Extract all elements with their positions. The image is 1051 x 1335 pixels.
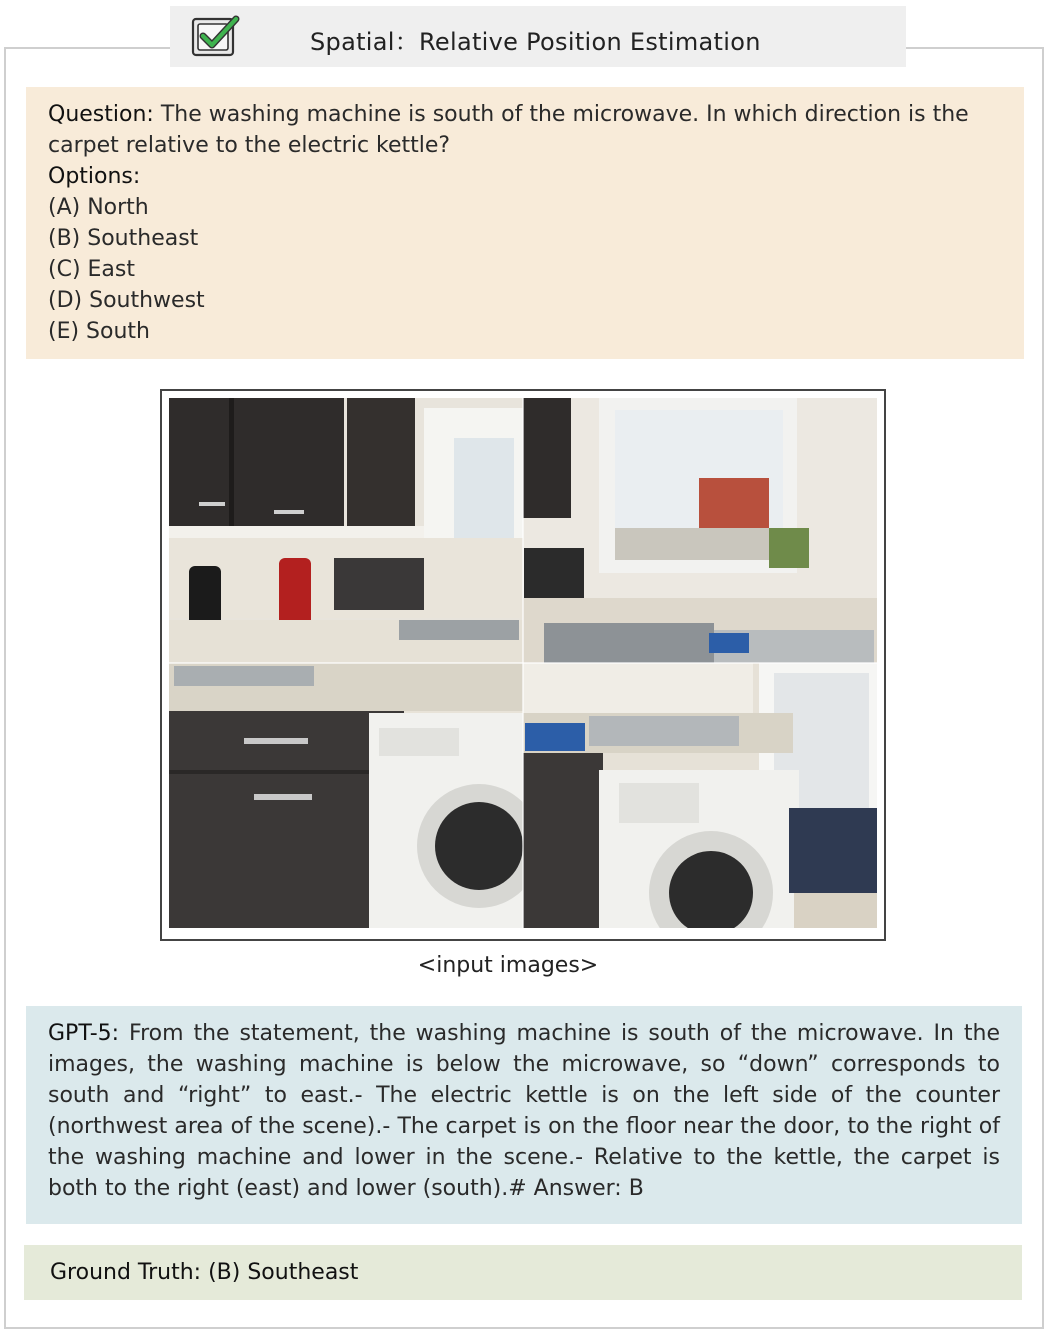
image-caption: <input images> [417,953,599,978]
photo-bottom-left [169,663,541,928]
model-answer-text: From the statement, the washing machine is south of the microwave. In the images, the washing machine is below the microwave, so “down” corresponds to south and “right” to east.- The electric kettle is on the left side of the counter (northwest area of the scene).- The carpet is on the floor near the door, to the right of the washing machine and lower in the scene.- Relative to the kettle, the carpet is both to the right (east) and lower (south).# Answer: B [48,1021,1000,1201]
option-a: (A) North [48,195,149,220]
section-title: Spatial：Relative Position Estimation [310,28,761,56]
section-header [170,6,906,67]
option-c: (C) East [48,257,135,282]
question-box [26,87,1024,359]
photo-bottom-right [523,663,877,928]
question-label: Question: [48,102,154,127]
input-images-panel [160,389,886,941]
ground-truth-value: (B) Southeast [208,1260,359,1285]
question-text: The washing machine is south of the microwave. In which direction is the carpet relative to the electric kettle? [48,102,969,158]
ground-truth-box [24,1245,1022,1300]
options-label: Options: [48,164,141,189]
option-d: (D) Southwest [48,288,205,313]
kitchen-photo-collage [169,398,877,928]
option-b: (B) Southeast [48,226,199,251]
ground-truth-label: Ground Truth: [50,1260,202,1285]
option-e: (E) South [48,319,150,344]
checklist-icon [190,14,246,60]
photo-top-left [169,398,523,663]
model-answer-box [26,1006,1022,1224]
model-answer-label: GPT-5: [48,1021,120,1046]
photo-top-right [523,398,877,663]
